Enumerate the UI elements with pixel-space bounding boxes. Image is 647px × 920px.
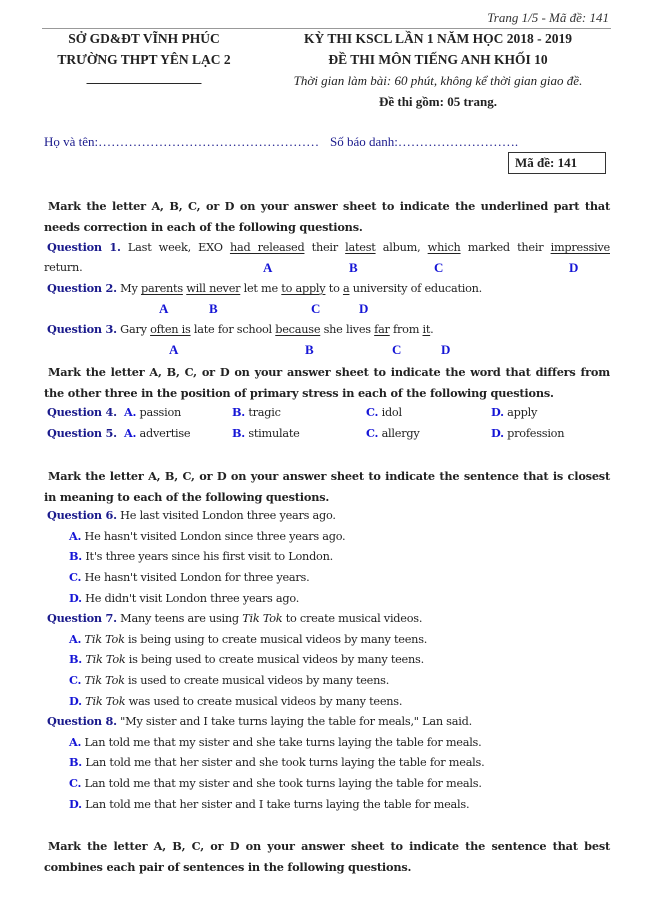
header-underline: _________________ <box>86 70 202 85</box>
question-3 <box>47 322 434 336</box>
answer-letter-d: D <box>569 260 579 275</box>
underlined-option-d: a <box>342 282 350 295</box>
answer-letter-c: C <box>434 260 444 275</box>
school-name: TRƯỜNG THPT YÊN LẠC 2 <box>57 52 231 67</box>
question-7 <box>47 611 422 625</box>
question-text: from <box>389 323 423 336</box>
student-name-field[interactable]: Họ và tên:…………………………………………… <box>44 134 320 149</box>
underlined-option-a: parents <box>140 282 183 295</box>
option-letter: A. <box>69 529 82 543</box>
question-text: album, <box>375 241 428 254</box>
app-name: Tik Tok <box>84 674 125 687</box>
option-text: Lan told me that my sister and she take turns laying the table for meals. <box>81 736 482 749</box>
option-d[interactable] <box>491 405 537 419</box>
header-rule <box>42 28 611 29</box>
app-name: Tik Tok <box>84 633 125 646</box>
option-text: He hasn't visited London for three years. <box>81 571 310 584</box>
option-text: He didn't visit London three years ago. <box>81 592 300 605</box>
option-c[interactable] <box>69 570 309 584</box>
option-b[interactable] <box>69 755 484 769</box>
question-1-continued: return. <box>44 261 83 274</box>
option-text: allergy <box>378 427 420 440</box>
exam-code-box: Mã đề: 141 <box>508 152 606 174</box>
section-instruction: Mark the letter A, B, C, or D on your answer sheet to indicate the word that differs from the other three in the position of primary stress in each of the following questions. <box>44 365 610 400</box>
option-b[interactable] <box>69 652 424 666</box>
question-text: let me <box>240 282 282 295</box>
app-name: Tik Tok <box>85 653 126 666</box>
option-letter: B. <box>69 652 82 666</box>
question-text: . <box>430 323 434 336</box>
question-label: Question 7. <box>47 611 117 625</box>
option-c[interactable] <box>366 405 402 419</box>
option-letter: B. <box>232 405 245 419</box>
option-text: Lan told me that my sister and she took turns laying the table for meals. <box>81 777 482 790</box>
answer-letter-b: B <box>349 260 358 275</box>
option-text: tragic <box>244 406 281 419</box>
option-text: It's three years since his first visit to London. <box>81 550 333 563</box>
underlined-option-c: far <box>374 323 390 336</box>
option-letter: B. <box>232 426 245 440</box>
answer-letter-a: A <box>169 342 179 357</box>
option-letter: C. <box>69 673 82 687</box>
exam-title: KỲ THI KSCL LẦN 1 NĂM HỌC 2018 - 2019 <box>304 31 572 46</box>
app-name: Tik Tok <box>242 612 283 625</box>
underlined-option-b: latest <box>345 241 376 254</box>
option-letter: A. <box>124 405 137 419</box>
question-5 <box>47 426 617 444</box>
question-label: Question 8. <box>47 714 117 728</box>
question-text: My <box>116 282 141 295</box>
section-instruction: Mark the letter A, B, C, or D on your answer sheet to indicate the sentence that best combines each pair of sentences in the following questions. <box>44 839 610 874</box>
question-text: their <box>304 241 346 254</box>
question-stem: to create musical videos. <box>282 612 423 625</box>
option-letter: C. <box>69 570 82 584</box>
option-b[interactable] <box>232 405 281 419</box>
underlined-option-b: will never <box>186 282 241 295</box>
option-d[interactable] <box>491 426 564 440</box>
question-label: Question 2. <box>47 281 117 295</box>
underlined-option-a: had released <box>229 241 305 254</box>
question-label: Question 4. <box>47 405 117 419</box>
answer-letter-c: C <box>311 301 321 316</box>
underlined-option-d: impressive <box>550 241 610 254</box>
option-text: is being using to create musical videos by many teens. <box>124 633 428 646</box>
option-text: Lan told me that her sister and I take turns laying the table for meals. <box>81 798 470 811</box>
question-text: marked their <box>460 241 551 254</box>
answer-letter-a: A <box>263 260 273 275</box>
exam-subject: ĐỀ THI MÔN TIẾNG ANH KHỐI 10 <box>328 52 548 67</box>
option-a[interactable] <box>69 632 427 646</box>
page-info: Trang 1/5 - Mã đề: 141 <box>487 10 609 25</box>
option-text: apply <box>503 406 538 419</box>
question-stem: He last visited London three years ago. <box>116 509 336 522</box>
question-label: Question 1. <box>47 240 121 254</box>
option-text: is used to create musical videos by many teens. <box>124 674 390 687</box>
option-text: He hasn't visited London since three years ago. <box>81 530 346 543</box>
underlined-option-d: it <box>422 323 431 336</box>
question-label: Question 6. <box>47 508 117 522</box>
answer-letter-d: D <box>359 301 369 316</box>
question-1 <box>47 240 610 254</box>
student-id-field[interactable]: Số báo danh:………………………. <box>330 134 519 149</box>
underlined-option-b: because <box>275 323 321 336</box>
answer-letter-d: D <box>441 342 451 357</box>
option-text: was used to create musical videos by many teens. <box>125 695 403 708</box>
question-4 <box>47 405 617 423</box>
option-letter: D. <box>69 591 82 605</box>
question-2 <box>47 281 482 295</box>
option-letter: A. <box>69 632 82 646</box>
answer-letter-b: B <box>305 342 314 357</box>
option-text: Lan told me that her sister and she took turns laying the table for meals. <box>81 756 485 769</box>
option-a[interactable] <box>124 426 190 440</box>
option-text: profession <box>503 427 565 440</box>
option-letter: D. <box>69 694 82 708</box>
option-b[interactable] <box>69 549 333 563</box>
answer-letter-b: B <box>209 301 218 316</box>
option-a[interactable] <box>69 529 345 543</box>
option-letter: B. <box>69 549 82 563</box>
question-text: to <box>325 282 343 295</box>
option-letter: D. <box>491 405 504 419</box>
option-a[interactable] <box>69 735 481 749</box>
option-text: advertise <box>136 427 191 440</box>
question-stem: "My sister and I take turns laying the table for meals," Lan said. <box>116 715 472 728</box>
question-text: Gary <box>116 323 151 336</box>
question-6 <box>47 508 336 522</box>
department-name: SỞ GD&ĐT VĨNH PHÚC <box>68 31 220 46</box>
question-text: Last week, EXO <box>120 241 230 254</box>
option-b[interactable] <box>232 426 300 440</box>
option-letter: D. <box>491 426 504 440</box>
question-label: Question 5. <box>47 426 117 440</box>
question-8 <box>47 714 472 728</box>
option-text: passion <box>136 406 182 419</box>
answer-letter-a: A <box>159 301 169 316</box>
option-letter: B. <box>69 755 82 769</box>
option-d[interactable] <box>69 797 469 811</box>
option-text: idol <box>378 406 402 419</box>
option-letter: C. <box>69 776 82 790</box>
exam-pages: Đề thi gồm: 05 trang. <box>378 94 498 109</box>
option-letter: C. <box>366 426 379 440</box>
underlined-option-c: to apply <box>281 282 326 295</box>
option-c[interactable] <box>366 426 420 440</box>
answer-letter-c: C <box>392 342 402 357</box>
section-instruction: Mark the letter A, B, C, or D on your answer sheet to indicate the underlined part that needs correction in each of the following questions. <box>44 199 610 234</box>
option-letter: A. <box>124 426 137 440</box>
option-text: is being used to create musical videos by many teens. <box>125 653 424 666</box>
section-instruction: Mark the letter A, B, C, or D on your answer sheet to indicate the sentence that is closest in meaning to each of the following questions. <box>44 469 610 504</box>
option-letter: D. <box>69 797 82 811</box>
option-text: stimulate <box>244 427 300 440</box>
question-text: she lives <box>320 323 375 336</box>
option-letter: C. <box>366 405 379 419</box>
app-name: Tik Tok <box>85 695 126 708</box>
underlined-option-a: often is <box>150 323 191 336</box>
option-c[interactable] <box>69 673 389 687</box>
option-letter: A. <box>69 735 82 749</box>
question-stem: Many teens are using <box>116 612 243 625</box>
question-label: Question 3. <box>47 322 117 336</box>
option-d[interactable] <box>69 591 299 605</box>
question-text: university of education. <box>349 282 483 295</box>
exam-duration: Thời gian làm bài: 60 phút, không kể thời gian giao đề. <box>293 73 583 88</box>
option-c[interactable] <box>69 776 482 790</box>
option-a[interactable] <box>124 405 181 419</box>
question-text: late for school <box>190 323 276 336</box>
option-d[interactable] <box>69 694 402 708</box>
underlined-option-c: which <box>427 241 461 254</box>
